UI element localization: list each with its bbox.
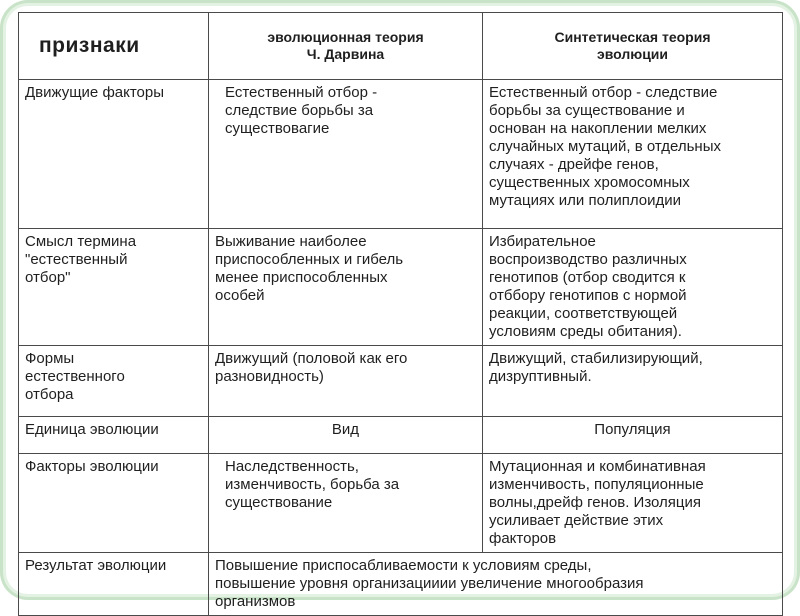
header-darwin — [209, 13, 483, 80]
row-feature — [19, 553, 209, 616]
row-darwin-text: Выживание наиболее приспособленных и гибель менее приспособленных особей — [215, 233, 404, 304]
row-darwin — [209, 454, 483, 553]
row-synthetic — [483, 346, 783, 417]
table-row — [19, 454, 783, 553]
row-darwin — [209, 229, 483, 346]
header-row — [19, 13, 783, 80]
row-synthetic — [483, 80, 783, 229]
header-darwin-text: эволюционная теория Ч. Дарвина — [267, 29, 424, 62]
table-row — [19, 417, 783, 454]
row-synthetic-text: Естественный отбор - следствие борьбы за существование и основан на накоплении мелких случайных мутаций, в отдельных случаях - дрейфе генов, существенных хромосомных мутациях или полиплоидии — [489, 84, 721, 209]
header-features-text: признаки — [39, 34, 140, 57]
row-synthetic — [483, 229, 783, 346]
row-darwin-text: Наследственность, изменчивость, борьба за существование — [225, 458, 400, 511]
row-darwin — [209, 80, 483, 229]
header-synthetic — [483, 13, 783, 80]
row-feature-text: Формы естественного отбора — [25, 350, 125, 403]
row-feature-text: Факторы эволюции — [25, 458, 159, 475]
table-row — [19, 346, 783, 417]
row-feature — [19, 454, 209, 553]
row-feature — [19, 229, 209, 346]
row-darwin-text: Вид — [331, 421, 360, 438]
row-darwin-text: Естественный отбор - следствие борьбы за существовагие — [225, 84, 378, 137]
row-synthetic-text: Движущий, стабилизирующий, дизруптивный. — [489, 350, 703, 385]
row-merged — [209, 553, 783, 616]
row-merged-text: Повышение приспосабливаемости к условиям среды, повышение уровня организацииии увеличение многообразия организмов — [215, 557, 644, 610]
row-synthetic — [483, 417, 783, 454]
table-row — [19, 80, 783, 229]
row-feature-text: Смысл термина "естественный отбор" — [25, 233, 137, 286]
row-feature-text: Результат эволюции — [25, 557, 167, 574]
header-synthetic-text: Синтетическая теория эволюции — [554, 29, 711, 62]
row-synthetic-text: Избирательное воспроизводство различных генотипов (отбор сводится к отббору генотипов с нормой реакции, соответствующей условиям среды обитания). — [489, 233, 687, 340]
row-synthetic — [483, 454, 783, 553]
row-feature — [19, 346, 209, 417]
row-darwin — [209, 346, 483, 417]
row-synthetic-text: Мутационная и комбинативная изменчивость, популяционные волны,дрейф генов. Изоляция усиливает действие этих факторов — [489, 458, 706, 547]
table-row — [19, 553, 783, 616]
table-row — [19, 229, 783, 346]
comparison-table — [18, 12, 783, 616]
row-feature-text: Единица эволюции — [25, 421, 159, 438]
header-features — [19, 13, 209, 80]
row-feature — [19, 80, 209, 229]
row-feature-text: Движущие факторы — [25, 84, 165, 101]
row-darwin — [209, 417, 483, 454]
row-feature — [19, 417, 209, 454]
row-synthetic-text: Популяция — [594, 421, 671, 438]
row-darwin-text: Движущий (половой как его разновидность) — [215, 350, 408, 385]
